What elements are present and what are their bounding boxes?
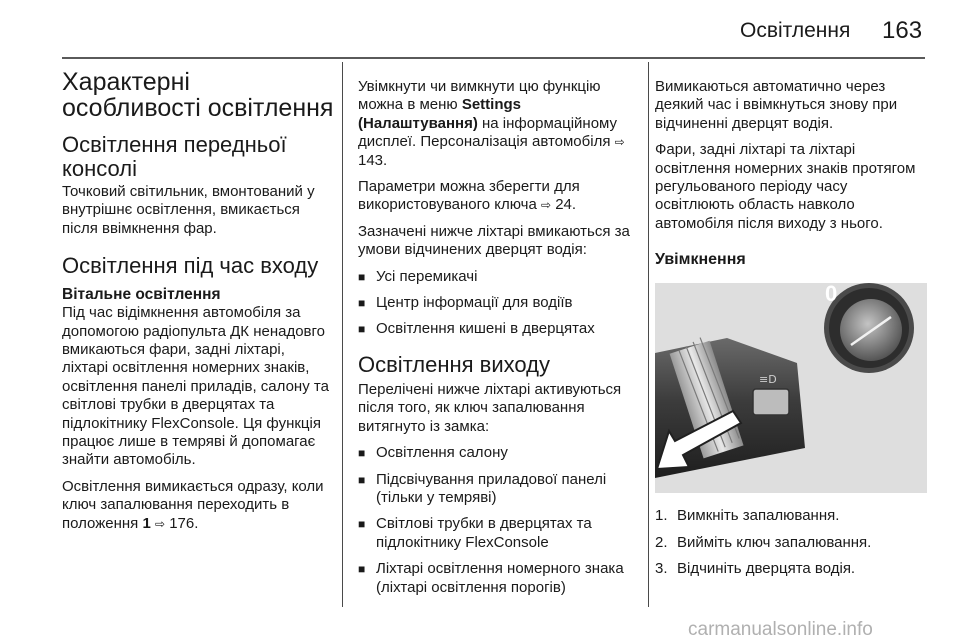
header-rule [62,57,925,59]
exit-illumination-text: Фари, задні ліхтарі та ліхтарі освітлення номерних знаків протягом регульованого періоду часу освітлюють область навколо автомобіля після виходу з нього. [655,141,916,232]
steps-list [655,507,927,578]
key-settings-text: Параметри можна зберегти для використовуваного ключа ⇨ 24. [358,178,580,214]
section-entry-lighting-title: Освітлення під час входу [62,253,319,279]
section-front-console-title: Освітлення передньої консолі [62,132,287,181]
page-ref-icon: ⇨ [154,516,166,531]
list-item: 2. Вийміть ключ запалювання. [655,533,872,551]
page-ref-link[interactable]: 24. [555,196,577,214]
page-header [0,0,960,58]
column-1 [62,69,334,541]
list-item: ■ Освітлення кишені в дверцятах [358,320,640,338]
list-item: ■ Ліхтарі освітлення номерного знака (ліхтарі освітлення порогів) [358,560,640,597]
list-item: ■ Центр інформації для водіїв [358,294,640,312]
welcome-lighting-subtitle: Вітальне освітлення [62,286,221,304]
welcome-lighting-text: Під час відімкнення автомобіля за допомогою радіопульта ДК ненадовго вмикаються фари, задні ліхтарі, ліхтарі освітлення номерних знаків, освітлення панелі приладів, салону та світлові трубки в дверцятах та підлокітнику FlexConsole. Ця функція працює лише в темряві й допомагає знайти автомобіль. [62,304,329,469]
settings-text: Увімкнути чи вимкнути цю функцію можна в меню Settings (Налаштування) на інформаційному дисплеї. Персоналізація автомобіля ⇨ 143. [358,78,625,169]
section-front-console-text: Точковий світильник, вмонтований у внутрішнє освітлення, вмикається після ввімкнення фар. [62,183,315,237]
svg-text:≡D: ≡D [759,373,777,387]
activation-subtitle: Увімкнення [655,251,746,269]
column-divider-2 [648,62,649,607]
list-item: ■ Усі перемикачі [358,268,640,286]
page-ref-link[interactable]: 143. [358,151,388,169]
column-divider-1 [342,62,343,607]
lighting-off-text: Освітлення вимикається одразу, коли ключ запалювання переходить в положення 1 ⇨ 176. [62,477,324,532]
page-number: 163 [882,17,923,44]
list-item: 3. Відчиніть дверцята водія. [655,560,856,578]
watermark: carmanualsonline.info [688,619,873,640]
list-item: ■ Підсвічування приладової панелі (тільки у темряві) [358,471,640,508]
column-2 [358,78,640,605]
page-ref-icon: ⇨ [614,135,625,150]
section-exit-lighting-title: Освітлення виходу [358,351,550,377]
door-open-list [358,268,640,339]
exit-lighting-text: Перелічені нижче ліхтарі активуються після того, як ключ запалювання витягнуто із замка: [358,380,622,435]
door-open-text: Зазначені нижче ліхтарі вмикаються за умови відчинених дверцят водія: [358,222,630,259]
list-item: ■ Освітлення салону [358,444,640,462]
header-title: Освітлення [740,19,851,42]
switch-position-label: 0 [825,283,838,307]
page-ref-icon: ⇨ [540,198,552,213]
ignition-switch-illustration [655,283,927,493]
auto-off-text: Вимикаються автоматично через деякий час і ввімкнуться знову при відчиненні дверцят водія. [655,78,898,132]
list-item: ■ Світлові трубки в дверцятах та підлокітнику FlexConsole [358,515,640,552]
exit-lighting-list [358,444,640,597]
column-3 [655,78,927,586]
list-item: 1. Вимкніть запалювання. [655,507,840,525]
page-ref-link[interactable]: 176. [169,514,199,532]
main-heading: Характерні особливості освітлення [62,68,334,122]
